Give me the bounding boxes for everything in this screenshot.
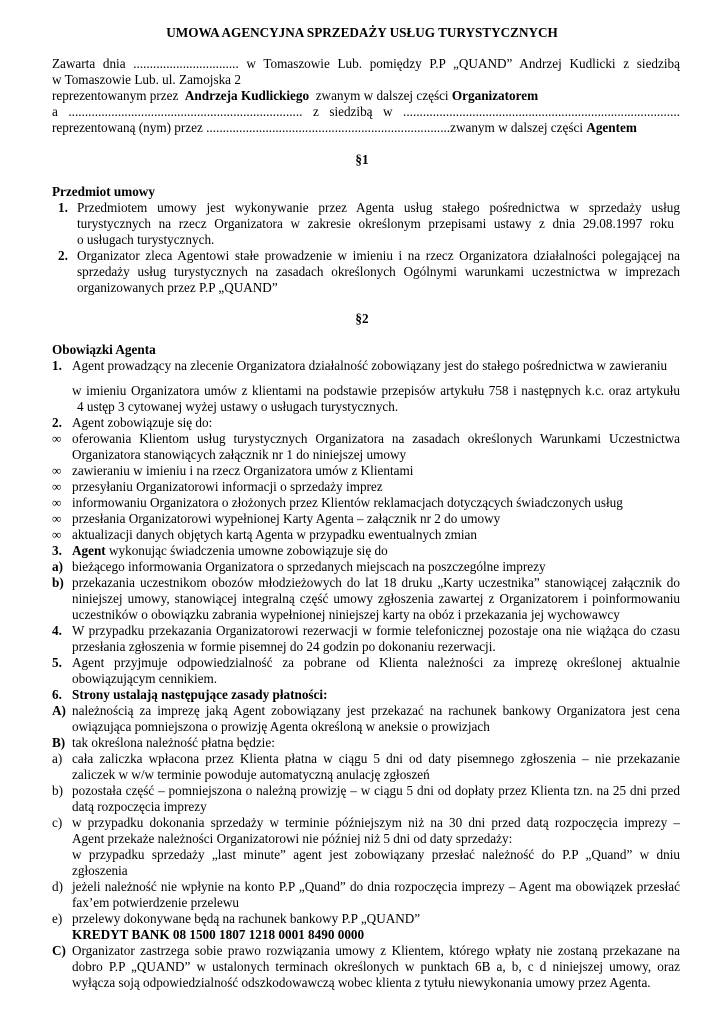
s2-3a-text: bieżącego informowania Organizatora o sprzedanych miejscach na poszczególne imprezy [72,559,546,574]
s2-6B-label: B) [52,735,66,750]
s1-item-2-line-1: Organizator zleca Agentowi stałe prowadzenie w imieniu i na rzecz Organizatora działalności polegającej na [77,248,680,263]
s2-6C-line-1: Organizator zastrzega sobie prawo rozwiązania umowy z Klientem, którego wpłaty nie zostaną przekazane na [72,943,680,958]
s2-item-1-number: 1. [52,358,62,373]
s2-item-4-number: 4. [52,623,62,638]
intro-called-label: zwanym w dalszej części [315,88,449,103]
s2-item-1-line-2: w imieniu Organizatora umów z klientami na podstawie przepisów artykułu 758 i następnych k.c. oraz artykułu [72,383,680,398]
s2-item-1-line-1: Agent prowadzący na zlecenie Organizatora działalność zobowiązany jest do stałego pośrednictwa w zawieraniu [72,358,668,373]
bullet-infinity-icon: ∞ [52,431,62,446]
s2-item-4-line-1: W przypadku przekazania Organizatorowi rezerwacji w formie telefonicznej pozostaje ona nie wiążąca do czasu [72,623,680,638]
s2-bullet-2: zawieraniu w imieniu i na rzecz Organizatora umów z Klientami [72,463,414,478]
bullet-infinity-icon: ∞ [52,527,62,542]
s2-6C-line-3: wyłącza soją odpowiedzialność odszkodowawczą wobec klienta z tytułu niewykonania umowy przez Agenta. [72,975,651,990]
s2-6B-d-line-2: fax’em potwierdzenie przelewu [72,895,239,910]
s1-item-2-line-3: organizowanych przez P.P „QUAND” [77,280,278,295]
s2-3b-line-2: niniejszej umowy, stanowiącej integralną część umowy zgłoszenia zawartej z Organizatorem i poinformowaniu [72,591,680,606]
agent-term: Agent [72,543,106,558]
s2-item-3-rest: wykonując świadczenia umowne zobowiązuje się do [109,543,388,558]
s2-bullet-1-line-1: oferowania Klientom usług turystycznych Organizatora na zasadach określonych Warunkami Uczestnictwa [72,431,680,446]
s2-bullet-3: przesyłaniu Organizatorowi informacji o sprzedaży imprez [72,479,383,494]
s2-3a-label: a) [52,559,63,574]
s2-3b-line-3: uczestników o obowiązku zabrania wypełnionej niniejszej karty na obóz i przekazania jej wychowawcy [72,607,620,622]
s2-6B-d-line-1: jeżeli należność nie wpłynie na konto P.P „Quand” do dnia rozpoczęcia imprezy – Agent ma obowiązek przesłać [72,879,680,894]
s1-item-1-number: 1. [58,200,68,215]
bullet-infinity-icon: ∞ [52,495,62,510]
bullet-infinity-icon: ∞ [52,511,62,526]
s2-item-4-line-2: przesłania zgłoszenia w formie pisemnej do 24 godzin po dokonaniu rezerwacji. [72,639,496,654]
s2-bullet-1-line-2: Organizatora stanowiących załącznik nr 1 do niniejszej umowy [72,447,407,462]
bullet-infinity-icon: ∞ [52,479,62,494]
bank-account-number: KREDYT BANK 08 1500 1807 1218 0001 8490 0000 [72,927,365,942]
section-1-heading: Przedmiot umowy [52,184,155,199]
s2-6B-text: tak określona należność płatna będzie: [72,735,275,750]
s2-6B-a-label: a) [52,751,63,766]
s1-item-2-number: 2. [58,248,68,263]
s2-3b-label: b) [52,575,64,590]
s2-bullet-5: przesłania Organizatorowi wypełnionej Karty Agenta – załącznik nr 2 do umowy [72,511,501,526]
representative-name: Andrzeja Kudlickiego [184,88,310,103]
s2-6B-e-line-1: przelewy dokonywane będą na rachunek bankowy P.P „QUAND” [72,911,421,926]
s2-6B-b-line-2: datą rozpoczęcia imprezy [72,799,207,814]
s1-item-1-line-1: Przedmiotem umowy jest wykonywanie przez Agenta usług stałego pośrednictwa w sprzedaży usług [77,200,680,215]
intro-line-3 [52,88,538,104]
s2-item-6-number: 6. [52,687,62,702]
s2-item-5-line-1: Agent przyjmuje odpowiedzialność za pobrane od Klienta należności za imprezę określonej aktualnie [72,655,680,670]
s2-6B-c-line-3: w przypadku sprzedaży „last minute” agent jest zobowiązany przesłać należność do P.P „Quand” w dniu [72,847,680,862]
s2-item-3-text [72,543,388,559]
section-2-heading: Obowiązki Agenta [52,342,156,357]
s2-6B-c-line-1: w przypadku dokonania sprzedaży w terminie późniejszym niż na 30 dni przed datą rozpoczęcia imprezy – [72,815,680,830]
s2-6B-c-line-4: zgłoszenia [72,863,128,878]
s2-bullet-6: aktualizacji danych objętych kartą Agenta w przypadku ewentualnych zmian [72,527,477,542]
s2-6B-b-label: b) [52,783,63,798]
s2-3b-line-1: przekazania uczestnikom obozów młodzieżowych do lat 18 druku „Karty uczestnika” stanowiącej załącznik do [72,575,680,590]
s2-6B-a-line-1: cała zaliczka wpłacona przez Klienta płatna w ciągu 5 dni od daty pisemnego zgłoszenia – nie przekazanie [72,751,680,766]
intro-represented-label: reprezentowanym przez [52,88,179,103]
document-title: UMOWA AGENCYJNA SPRZEDAŻY USŁUG TURYSTYCZNYCH [166,25,558,40]
intro-line-2: w Tomaszowie Lub. ul. Zamojska 2 [52,72,241,87]
s2-6B-b-line-1: pozostała część – pomniejszona o należną prowizję – w ciągu 5 dni od dopłaty przez Klienta tzn. na 25 dni przed [72,783,680,798]
s2-6B-d-label: d) [52,879,63,894]
organizer-term: Organizatorem [451,88,539,103]
s2-item-5-line-2: obowiązującym cennikiem. [72,671,218,686]
s2-bullet-4: informowaniu Organizatora o złożonych przez Klientów reklamacjach dotyczących świadczonych usług [72,495,623,510]
intro-agent-label: reprezentowaną (nym) przez ..........................................................................zwanym w dalszej części [52,120,584,135]
agent-term: Agentem [586,120,637,135]
s2-6B-c-label: c) [52,815,63,830]
s1-item-1-line-3: o usługach turystycznych. [77,232,215,247]
s2-6B-a-line-2: zaliczek w w/w terminie powoduje automatyczną anulację zgłoszeń [72,767,430,782]
s2-item-5-number: 5. [52,655,62,670]
s2-6A-line-2: owiązująca pomniejszona o prowizję Agenta określoną w aneksie o prowizjach [72,719,490,734]
s1-item-2-line-2: sprzedaży usług turystycznych na zasadach określonych Ogólnymi warunkami uczestnictwa w imprezach [77,264,680,279]
s2-6C-line-2: dobro P.P „QUAND” w ustalonych terminach określonych w punktach 6B a, b, c d niniejszej umowy, oraz [72,959,680,974]
section-1-mark: §1 [355,152,369,167]
s2-item-2-number: 2. [52,415,62,430]
s2-6A-line-1: należnością za imprezę jaką Agent zobowiązany jest przekazać na rachunek bankowy Organizatora jest cena [72,703,680,718]
s2-item-3-number: 3. [52,543,62,558]
intro-line-5 [52,120,637,136]
bullet-infinity-icon: ∞ [52,463,62,478]
s2-6C-label: C) [52,943,66,958]
intro-line-1: Zawarta dnia ................................ w Tomaszowie Lub. pomiędzy P.P „QUAND” Andrzej Kudlicki z siedzibą [52,56,680,71]
s2-item-6-text: Strony ustalają następujące zasady płatności: [72,687,328,702]
s2-6A-label: A) [52,703,66,718]
s2-6B-c-line-2: Agent przekaże należności Organizatorowi nie później niż 5 dni od daty sprzedaży: [72,831,513,846]
s2-6B-e-label: e) [52,911,63,926]
s2-item-1-line-3: 4 ustęp 3 cytowanej wyżej ustawy o usługach turystycznych. [77,399,399,414]
intro-line-4: a ....................................................................... z siedzibą w .................................................................................... [52,104,680,119]
section-2-mark: §2 [355,311,369,326]
s2-item-2-text: Agent zobowiązuje się do: [72,415,213,430]
s1-item-1-line-2: turystycznych na rzecz Organizatora w zakresie określonym przepisami ustawy z dnia 29.08.1997 roku [77,216,674,231]
